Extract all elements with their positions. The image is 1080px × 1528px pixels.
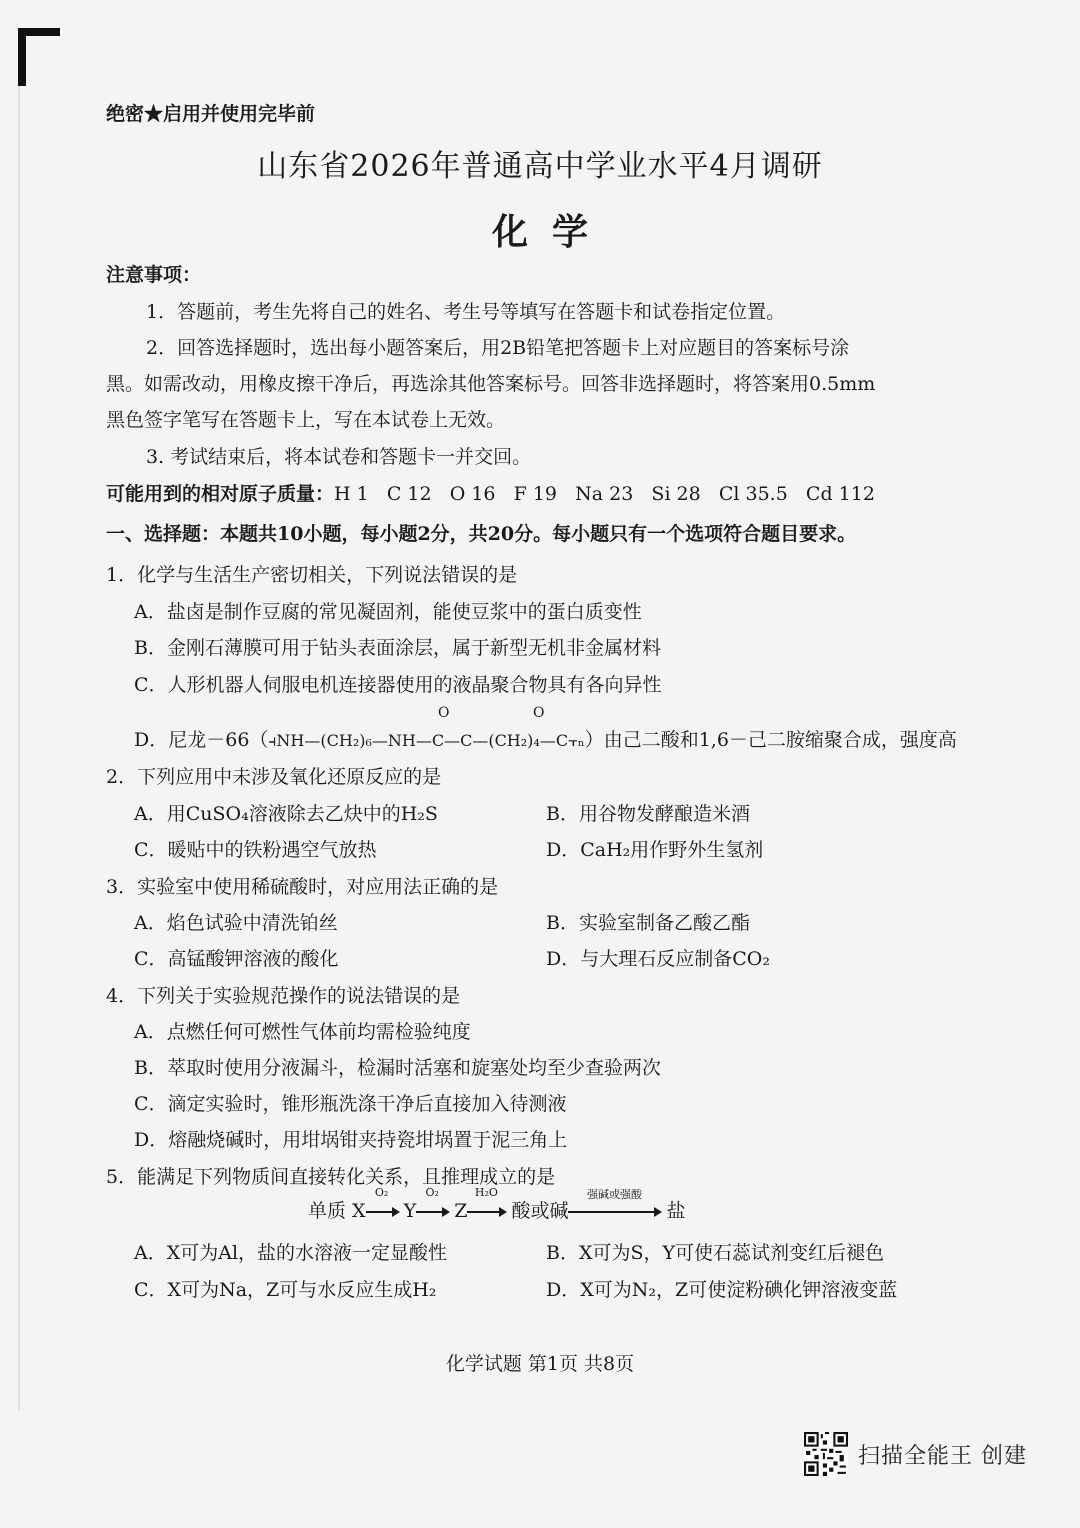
q1-option-d-suffix: ）由己二酸和1,6－己二胺缩聚合成，强度高 — [584, 729, 957, 751]
scheme-acid-base: 酸或碱 — [511, 1200, 569, 1222]
q3-option-b: B．实验室制备乙酸乙酯 — [546, 912, 750, 934]
exam-title: 山东省2026年普通高中学业水平4月调研 — [257, 149, 823, 184]
q1-option-a: A．盐卤是制作豆腐的常见凝固剂，能使豆浆中的蛋白质变性 — [134, 601, 642, 623]
notice-item-1: 1．答题前，考生先将自己的姓名、考生号等填写在答题卡和试卷指定位置。 — [146, 301, 786, 323]
notice-item-2-line-2: 黑。如需改动，用橡皮擦干净后，再选涂其他答案标号。回答非选择题时，将答案用0.5mm — [106, 373, 876, 395]
scheme-z: Z — [454, 1200, 468, 1222]
q3-stem: 3．实验室中使用稀硫酸时，对应用法正确的是 — [106, 876, 499, 898]
q3-option-d: D．与大理石反应制备CO₂ — [546, 948, 770, 970]
arrow-h2o — [467, 1186, 505, 1222]
q1-option-d — [134, 728, 957, 753]
q2-option-b: B．用谷物发酵酿造米酒 — [546, 803, 750, 825]
q3-option-a: A．焰色试验中清洗铂丝 — [134, 912, 338, 934]
scanner-watermark — [804, 1432, 1027, 1476]
q2-option-c: C．暖贴中的铁粉遇空气放热 — [134, 839, 377, 861]
q4-option-a: A．点燃任何可燃性气体前均需检验纯度 — [134, 1021, 471, 1043]
atomic-mass-label: 可能用到的相对原子质量： — [106, 483, 335, 505]
q5-option-d: D．X可为N₂，Z可使淀粉碘化钾溶液变蓝 — [546, 1279, 898, 1301]
q1-option-c: C．人形机器人伺服电机连接器使用的液晶聚合物具有各向异性 — [134, 674, 662, 696]
q4-option-b: B．萃取时使用分液漏斗，检漏时活塞和旋塞处均至少查验两次 — [134, 1057, 661, 1079]
q5-conversion-scheme — [308, 1186, 686, 1223]
q3-option-c: C．高锰酸钾溶液的酸化 — [134, 948, 339, 970]
subject-title: 化学 — [491, 211, 612, 253]
atomic-mass-values: H 1 C 12 O 16 F 19 Na 23 Si 28 Cl 35.5 Cd 112 — [334, 483, 875, 505]
nylon-formula: ⫞NH—(CH₂)₆—NH—C—C—(CH₂)₄—C⫟ₙ — [268, 731, 585, 750]
page-footer: 化学试题 第1页 共8页 — [445, 1353, 635, 1375]
arrow-o2-2-label: O₂ — [425, 1186, 439, 1199]
notice-heading: 注意事项： — [106, 264, 202, 286]
q1-stem: 1．化学与生活生产密切相关，下列说法错误的是 — [106, 564, 518, 586]
arrow-o2-1-label: O₂ — [374, 1186, 389, 1199]
notice-item-2-line-1: 2．回答选择题时，选出每小题答案后，用2B铅笔把答题卡上对应题目的答案标号涂 — [146, 337, 850, 359]
q2-option-a: A．用CuSO₄溶液除去乙炔中的H₂S — [134, 803, 438, 825]
q5-option-b: B．X可为S，Y可使石蕊试剂变红后褪色 — [546, 1242, 885, 1264]
arrow-reagent — [568, 1188, 660, 1222]
q4-stem: 4．下列关于实验规范操作的说法错误的是 — [106, 985, 461, 1007]
scanner-watermark-text: 扫描全能王 创建 — [858, 1443, 1027, 1469]
notice-item-3: 3. 考试结束后，将本试卷和答题卡一并交回。 — [146, 446, 532, 468]
atomic-mass-line — [106, 482, 875, 506]
q2-option-d: D．CaH₂用作野外生氢剂 — [546, 839, 764, 861]
scheme-y: Y — [403, 1200, 417, 1222]
q1-option-d-prefix: D．尼龙－66（ — [134, 729, 269, 751]
q4-option-c: C．滴定实验时，锥形瓶洗涤干净后直接加入待测液 — [134, 1093, 567, 1115]
secret-label: 绝密★启用并使用完毕前 — [106, 103, 316, 125]
scheme-start: 单质 X — [308, 1200, 366, 1222]
qr-code-icon — [804, 1432, 848, 1476]
scheme-salt: 盐 — [666, 1200, 686, 1222]
q5-stem: 5．能满足下列物质间直接转化关系，且推理成立的是 — [106, 1166, 556, 1188]
carbonyl-oxygen-1: O — [438, 705, 450, 721]
q2-stem: 2．下列应用中未涉及氧化还原反应的是 — [106, 766, 442, 788]
section-1-heading: 一、选择题：本题共10小题，每小题2分，共20分。每小题只有一个选项符合题目要求。 — [106, 523, 857, 545]
q4-option-d: D．熔融烧碱时，用坩埚钳夹持瓷坩埚置于泥三角上 — [134, 1129, 568, 1151]
arrow-h2o-label: H₂O — [474, 1186, 498, 1199]
arrow-reagent-label: 强碱或强酸 — [586, 1188, 642, 1201]
q5-option-c: C．X可为Na，Z可与水反应生成H₂ — [134, 1279, 437, 1301]
notice-item-2-line-3: 黑色签字笔写在答题卡上，写在本试卷上无效。 — [106, 409, 506, 431]
carbonyl-oxygen-2: O — [533, 705, 545, 721]
arrow-o2-2 — [416, 1186, 448, 1222]
corner-registration-mark — [18, 28, 60, 86]
q5-option-a: A．X可为Al，盐的水溶液一定显酸性 — [134, 1242, 448, 1264]
arrow-o2-1 — [366, 1186, 398, 1222]
q1-option-b: B．金刚石薄膜可用于钻头表面涂层，属于新型无机非金属材料 — [134, 637, 661, 659]
